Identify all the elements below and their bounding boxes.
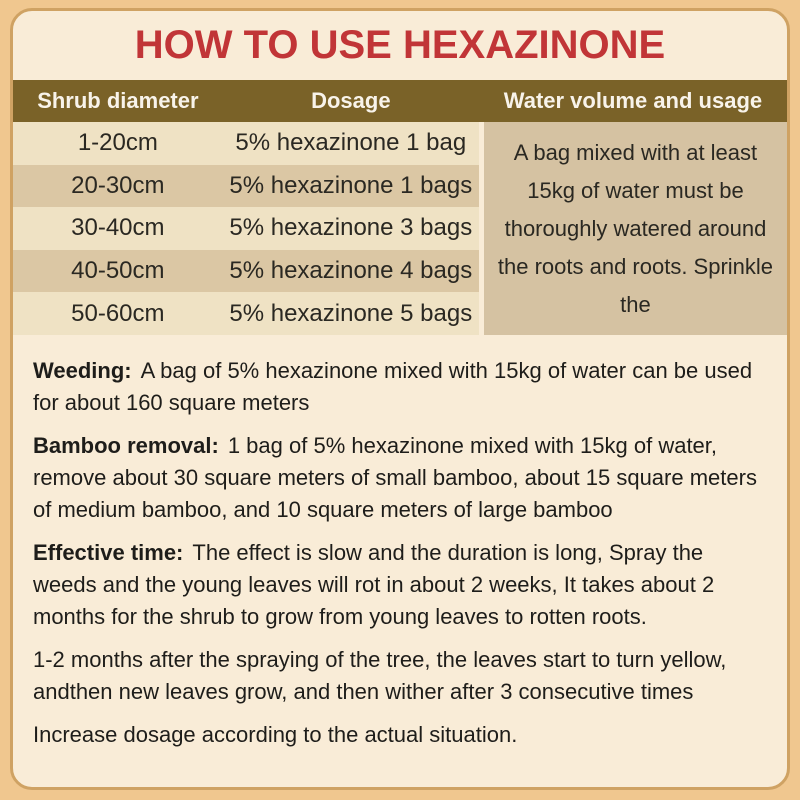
note-weeding bbox=[33, 355, 767, 419]
table-header-row bbox=[13, 80, 787, 122]
table-left-section bbox=[13, 122, 479, 335]
column-header-shrub-diameter: Shrub diameter bbox=[37, 88, 199, 113]
diameter-cell: 1-20cm bbox=[77, 129, 158, 157]
note-bamboo-removal bbox=[33, 430, 767, 526]
water-volume-cell: A bag mixed with at least 15kg of water must be thoroughly watered around the roots and roots. Sprinkle the bbox=[484, 122, 787, 335]
dosage-cell: 5% hexazinone 1 bags bbox=[229, 171, 473, 199]
dosage-cell: 5% hexazinone 5 bags bbox=[229, 299, 473, 327]
table-row bbox=[13, 122, 479, 165]
diameter-cell: 40-50cm bbox=[71, 257, 165, 285]
note-label: Weeding: bbox=[33, 358, 132, 383]
title-bar bbox=[13, 11, 787, 80]
column-header-water-volume: Water volume and usage bbox=[503, 88, 763, 113]
column-header-dosage: Dosage bbox=[311, 88, 391, 113]
note-effective-time bbox=[33, 537, 767, 633]
table-row bbox=[13, 207, 479, 250]
note-text: 1 bag of 5% hexazinone mixed with 15kg of water, remove about 30 square meters of small bamboo, about 15 square meters of medium bamboo, and 10 square meters of large bamboo bbox=[33, 433, 757, 522]
note-increase-dosage bbox=[33, 719, 767, 751]
diameter-cell: 20-30cm bbox=[71, 171, 165, 199]
dosage-cell: 5% hexazinone 1 bag bbox=[235, 129, 467, 157]
dosage-cell: 5% hexazinone 3 bags bbox=[229, 214, 473, 242]
table-row bbox=[13, 292, 479, 335]
note-text: The effect is slow and the duration is long, Spray the weeds and the young leaves will rot in about 2 weeks, It takes about 2 months for the shrub to grow from young leaves to rotten roots. bbox=[33, 540, 715, 629]
note-text: A bag of 5% hexazinone mixed with 15kg of water can be used for about 160 square meters bbox=[33, 358, 753, 415]
table-row bbox=[13, 165, 479, 208]
notes-section bbox=[13, 335, 787, 787]
diameter-cell: 30-40cm bbox=[71, 214, 165, 242]
diameter-cell: 50-60cm bbox=[71, 299, 165, 327]
table-body bbox=[13, 122, 787, 335]
note-text: 1-2 months after the spraying of the tree, the leaves start to turn yellow, andthen new leaves grow, and then wither after 3 consecutive times bbox=[33, 647, 727, 704]
note-text: Increase dosage according to the actual situation. bbox=[33, 722, 518, 747]
note-label: Bamboo removal: bbox=[33, 433, 219, 458]
note-spraying-result bbox=[33, 644, 767, 708]
note-label: Effective time: bbox=[33, 540, 184, 565]
page-title: HOW TO USE HEXAZINONE bbox=[134, 23, 666, 67]
dosage-cell: 5% hexazinone 4 bags bbox=[229, 257, 473, 285]
table-row bbox=[13, 250, 479, 293]
instruction-card bbox=[10, 8, 790, 790]
